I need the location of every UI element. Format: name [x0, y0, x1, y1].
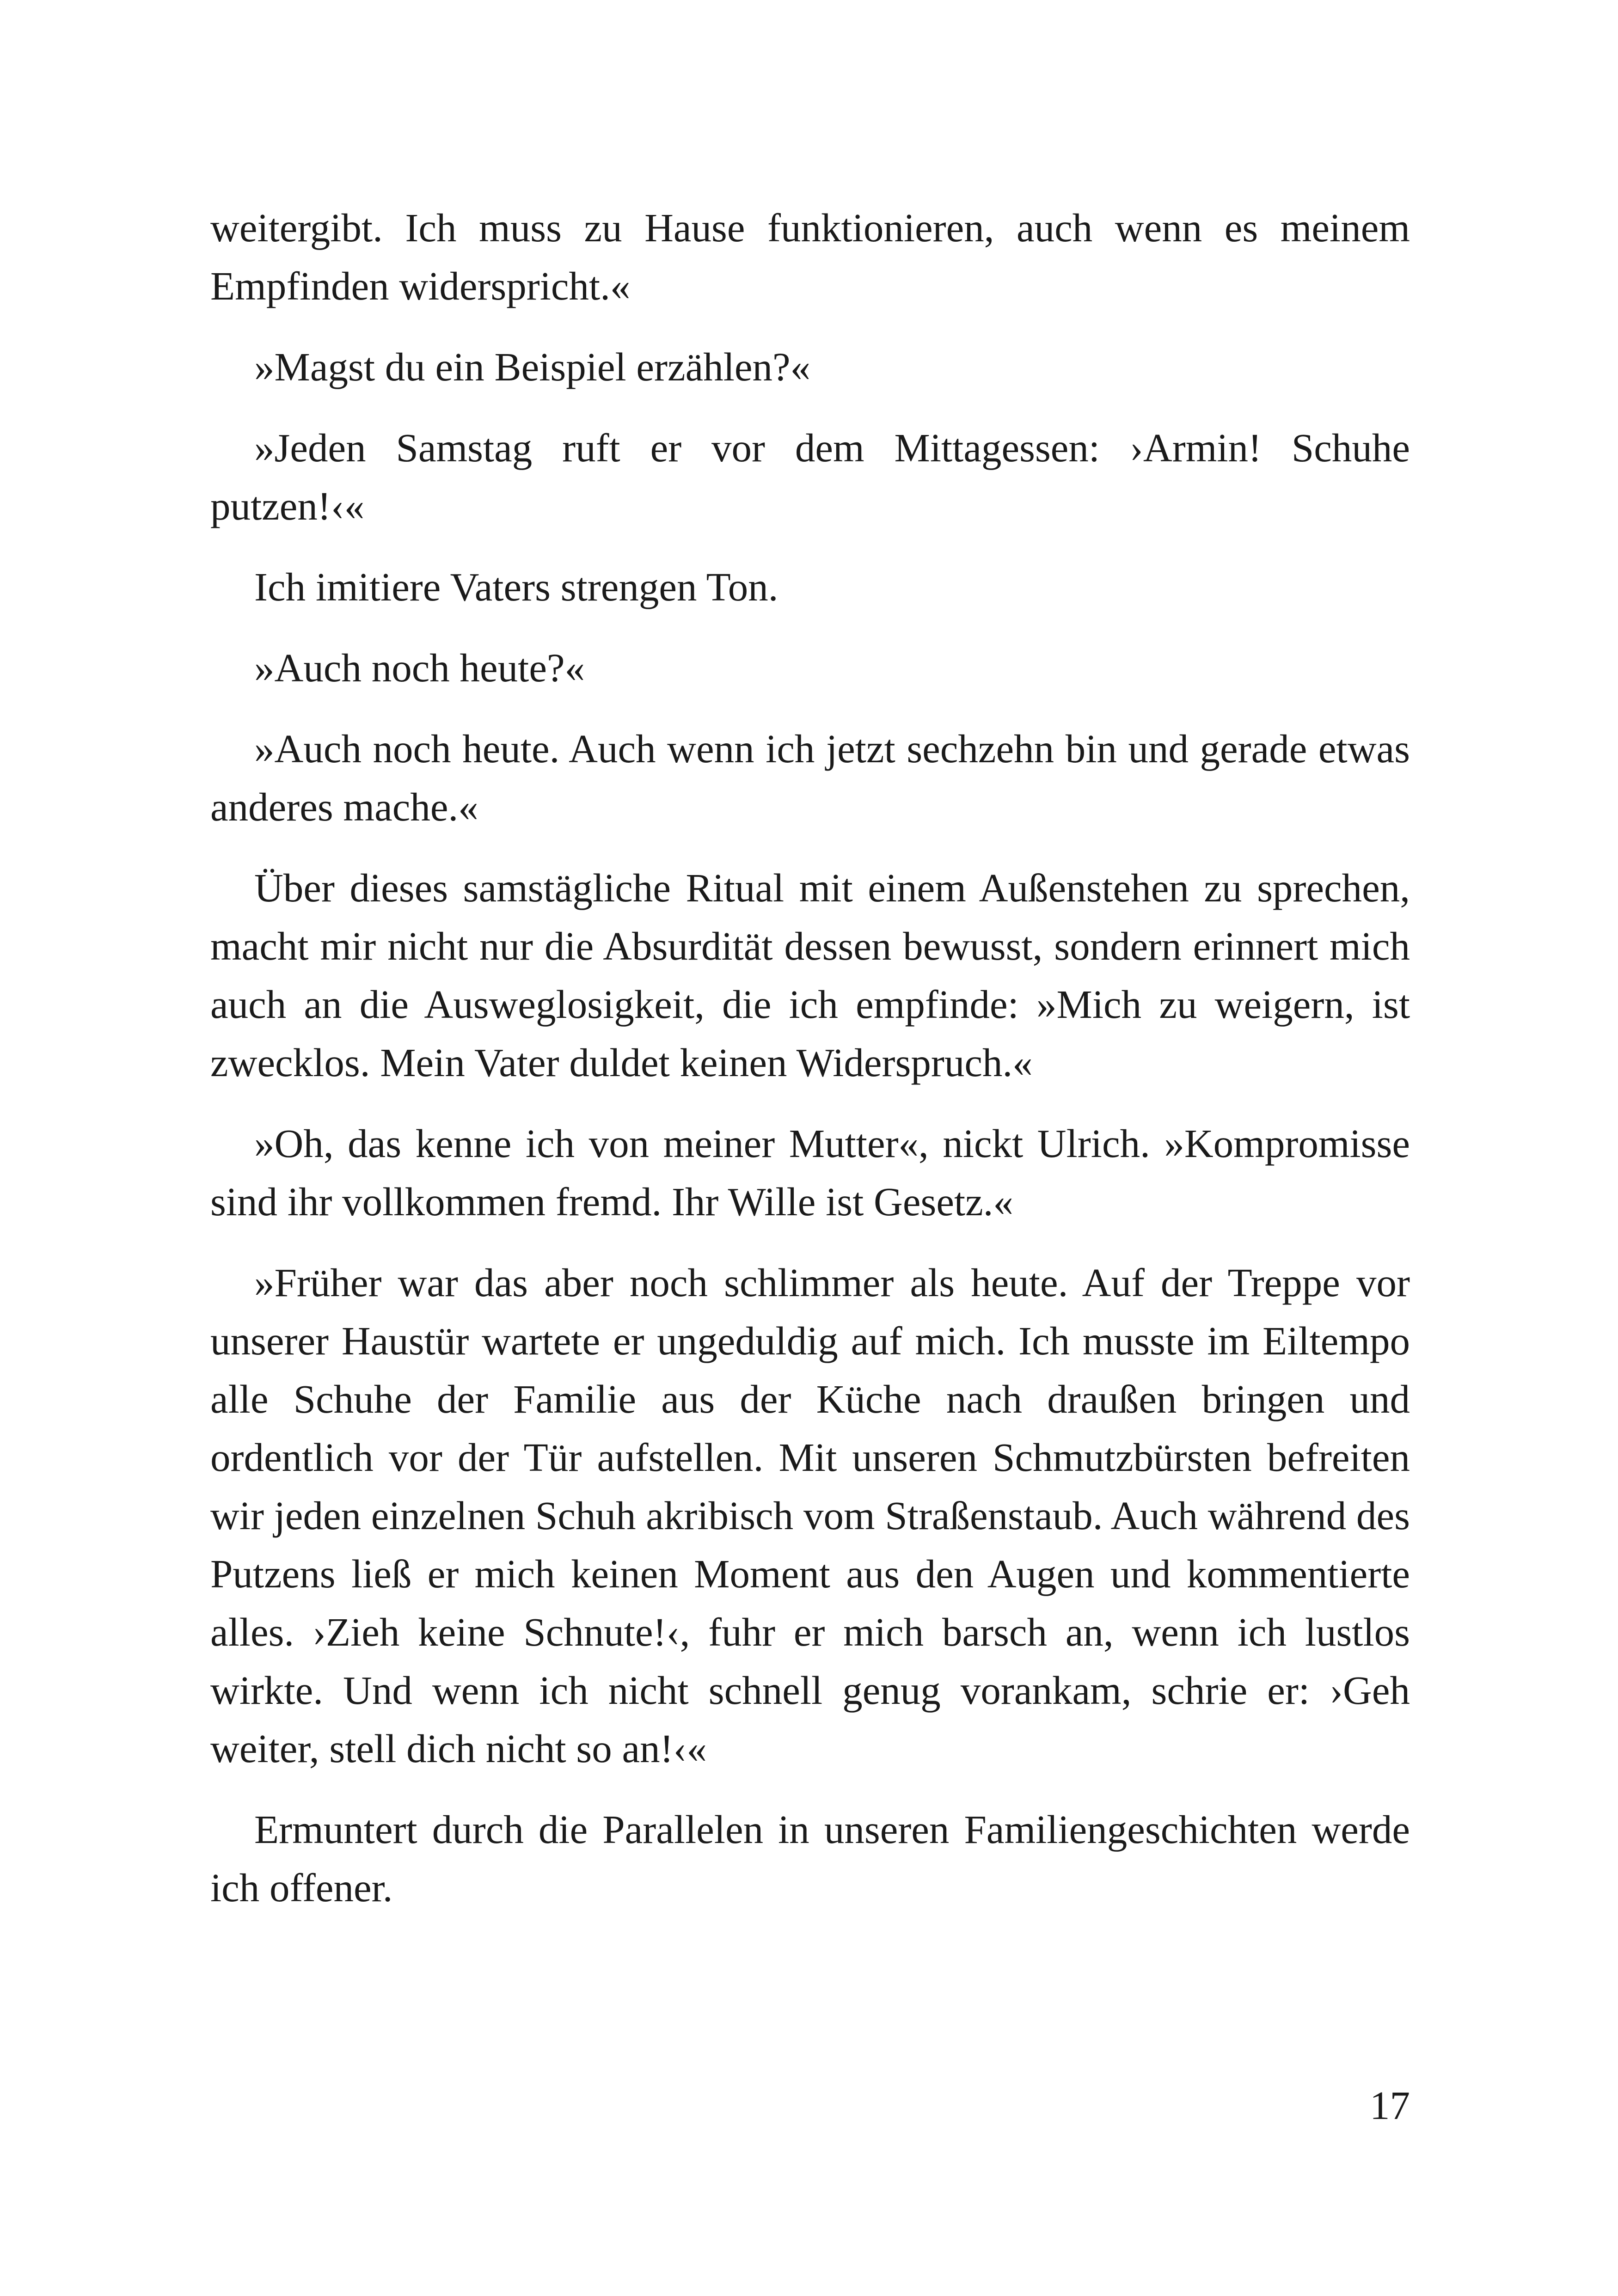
body-text — [210, 199, 1410, 1940]
paragraph: »Auch noch heute. Auch wenn ich jetzt sechzehn bin und gerade etwas anderes mache.« — [210, 726, 1410, 829]
paragraph: »Magst du ein Beispiel erzählen?« — [254, 344, 811, 389]
paragraph: »Früher war das aber noch schlimmer als heute. Auf der Treppe vor unserer Haustür wartete er ungeduldig auf mich. Ich musste im Eiltempo alle Schuhe der Familie aus der Küche nach draußen bringen und ordentlich vor der Tür aufstellen. Mit unseren Schmutzbürsten befreiten wir jeden einzelnen Schuh akribisch vom Straßenstaub. Auch während des Putzens ließ er mich keinen Moment aus den Augen und kommentierte alles. ›Zieh keine Schnute!‹, fuhr er mich barsch an, wenn ich lustlos wirkte. Und wenn ich nicht schnell genug vorankam, schrie er: ›Geh weiter, stell dich nicht so an!‹« — [210, 1260, 1410, 1771]
paragraph: »Auch noch heute?« — [254, 645, 585, 690]
paragraph: Ermuntert durch die Parallelen in unseren Familiengeschichten werde ich offener. — [210, 1807, 1410, 1910]
paragraph: Über dieses samstägliche Ritual mit einem Außenstehen zu sprechen, macht mir nicht nur die Absurdität dessen bewusst, sondern erinnert mich auch an die Ausweglosigkeit, die ich empfinde: »Mich zu weigern, ist zwecklos. Mein Vater duldet keinen Widerspruch.« — [210, 865, 1410, 1085]
paragraph: »Jeden Samstag ruft er vor dem Mittagessen: ›Armin! Schuhe putzen!‹« — [210, 425, 1410, 528]
paragraph: Ich imitiere Vaters strengen Ton. — [254, 564, 778, 609]
page-number: 17 — [1370, 2083, 1410, 2128]
paragraph: »Oh, das kenne ich von meiner Mutter«, nickt Ulrich. »Kompromisse sind ihr vollkommen fremd. Ihr Wille ist Gesetz.« — [210, 1121, 1410, 1224]
paragraph-continuation: weitergibt. Ich muss zu Hause funktionieren, auch wenn es meinem Empfinden widerspricht.« — [210, 205, 1410, 308]
